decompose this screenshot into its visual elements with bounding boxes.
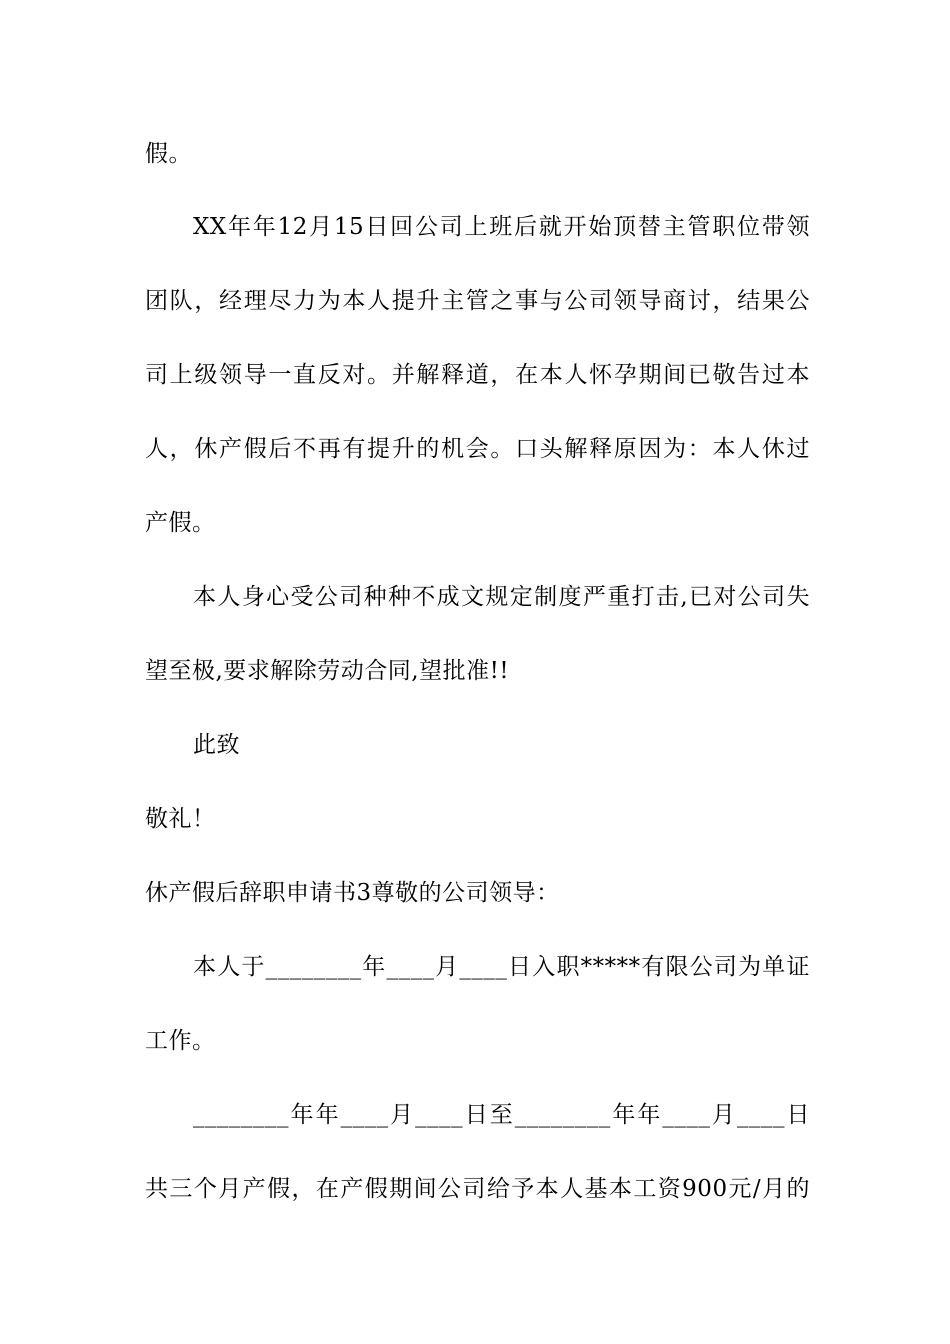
- text-line: 共三个月产假，在产假期间公司给予本人基本工资900元/月的: [145, 1176, 810, 1202]
- paragraph-first-line: 本人身心受公司种种不成文规定制度严重打击,已对公司失: [193, 584, 810, 610]
- paragraph-first-line: 本人于________年____月____日入职*****有限公司为单证: [193, 954, 810, 980]
- salutation-regards: 敬礼！: [145, 806, 216, 832]
- text-line: 假。: [145, 141, 192, 167]
- letter-heading: 休产假后辞职申请书3尊敬的公司领导：: [145, 880, 560, 906]
- paragraph-first-line: XX年年12月15日回公司上班后就开始顶替主管职位带领: [193, 214, 810, 240]
- text-line: 人，休产假后不再有提升的机会。口头解释原因为：本人休过: [145, 436, 810, 462]
- paragraph-first-line: ________年年____月____日至________年年____月____日: [193, 1102, 810, 1128]
- text-line: 工作。: [145, 1028, 216, 1054]
- text-line: 望至极,要求解除劳动合同,望批准!!: [145, 658, 510, 684]
- text-line: 产假。: [145, 510, 216, 536]
- text-line: 团队，经理尽力为本人提升主管之事与公司领导商讨，结果公: [145, 288, 810, 314]
- salutation-closing: 此致: [193, 732, 240, 758]
- text-line: 司上级领导一直反对。并解释道，在本人怀孕期间已敬告过本: [145, 362, 810, 388]
